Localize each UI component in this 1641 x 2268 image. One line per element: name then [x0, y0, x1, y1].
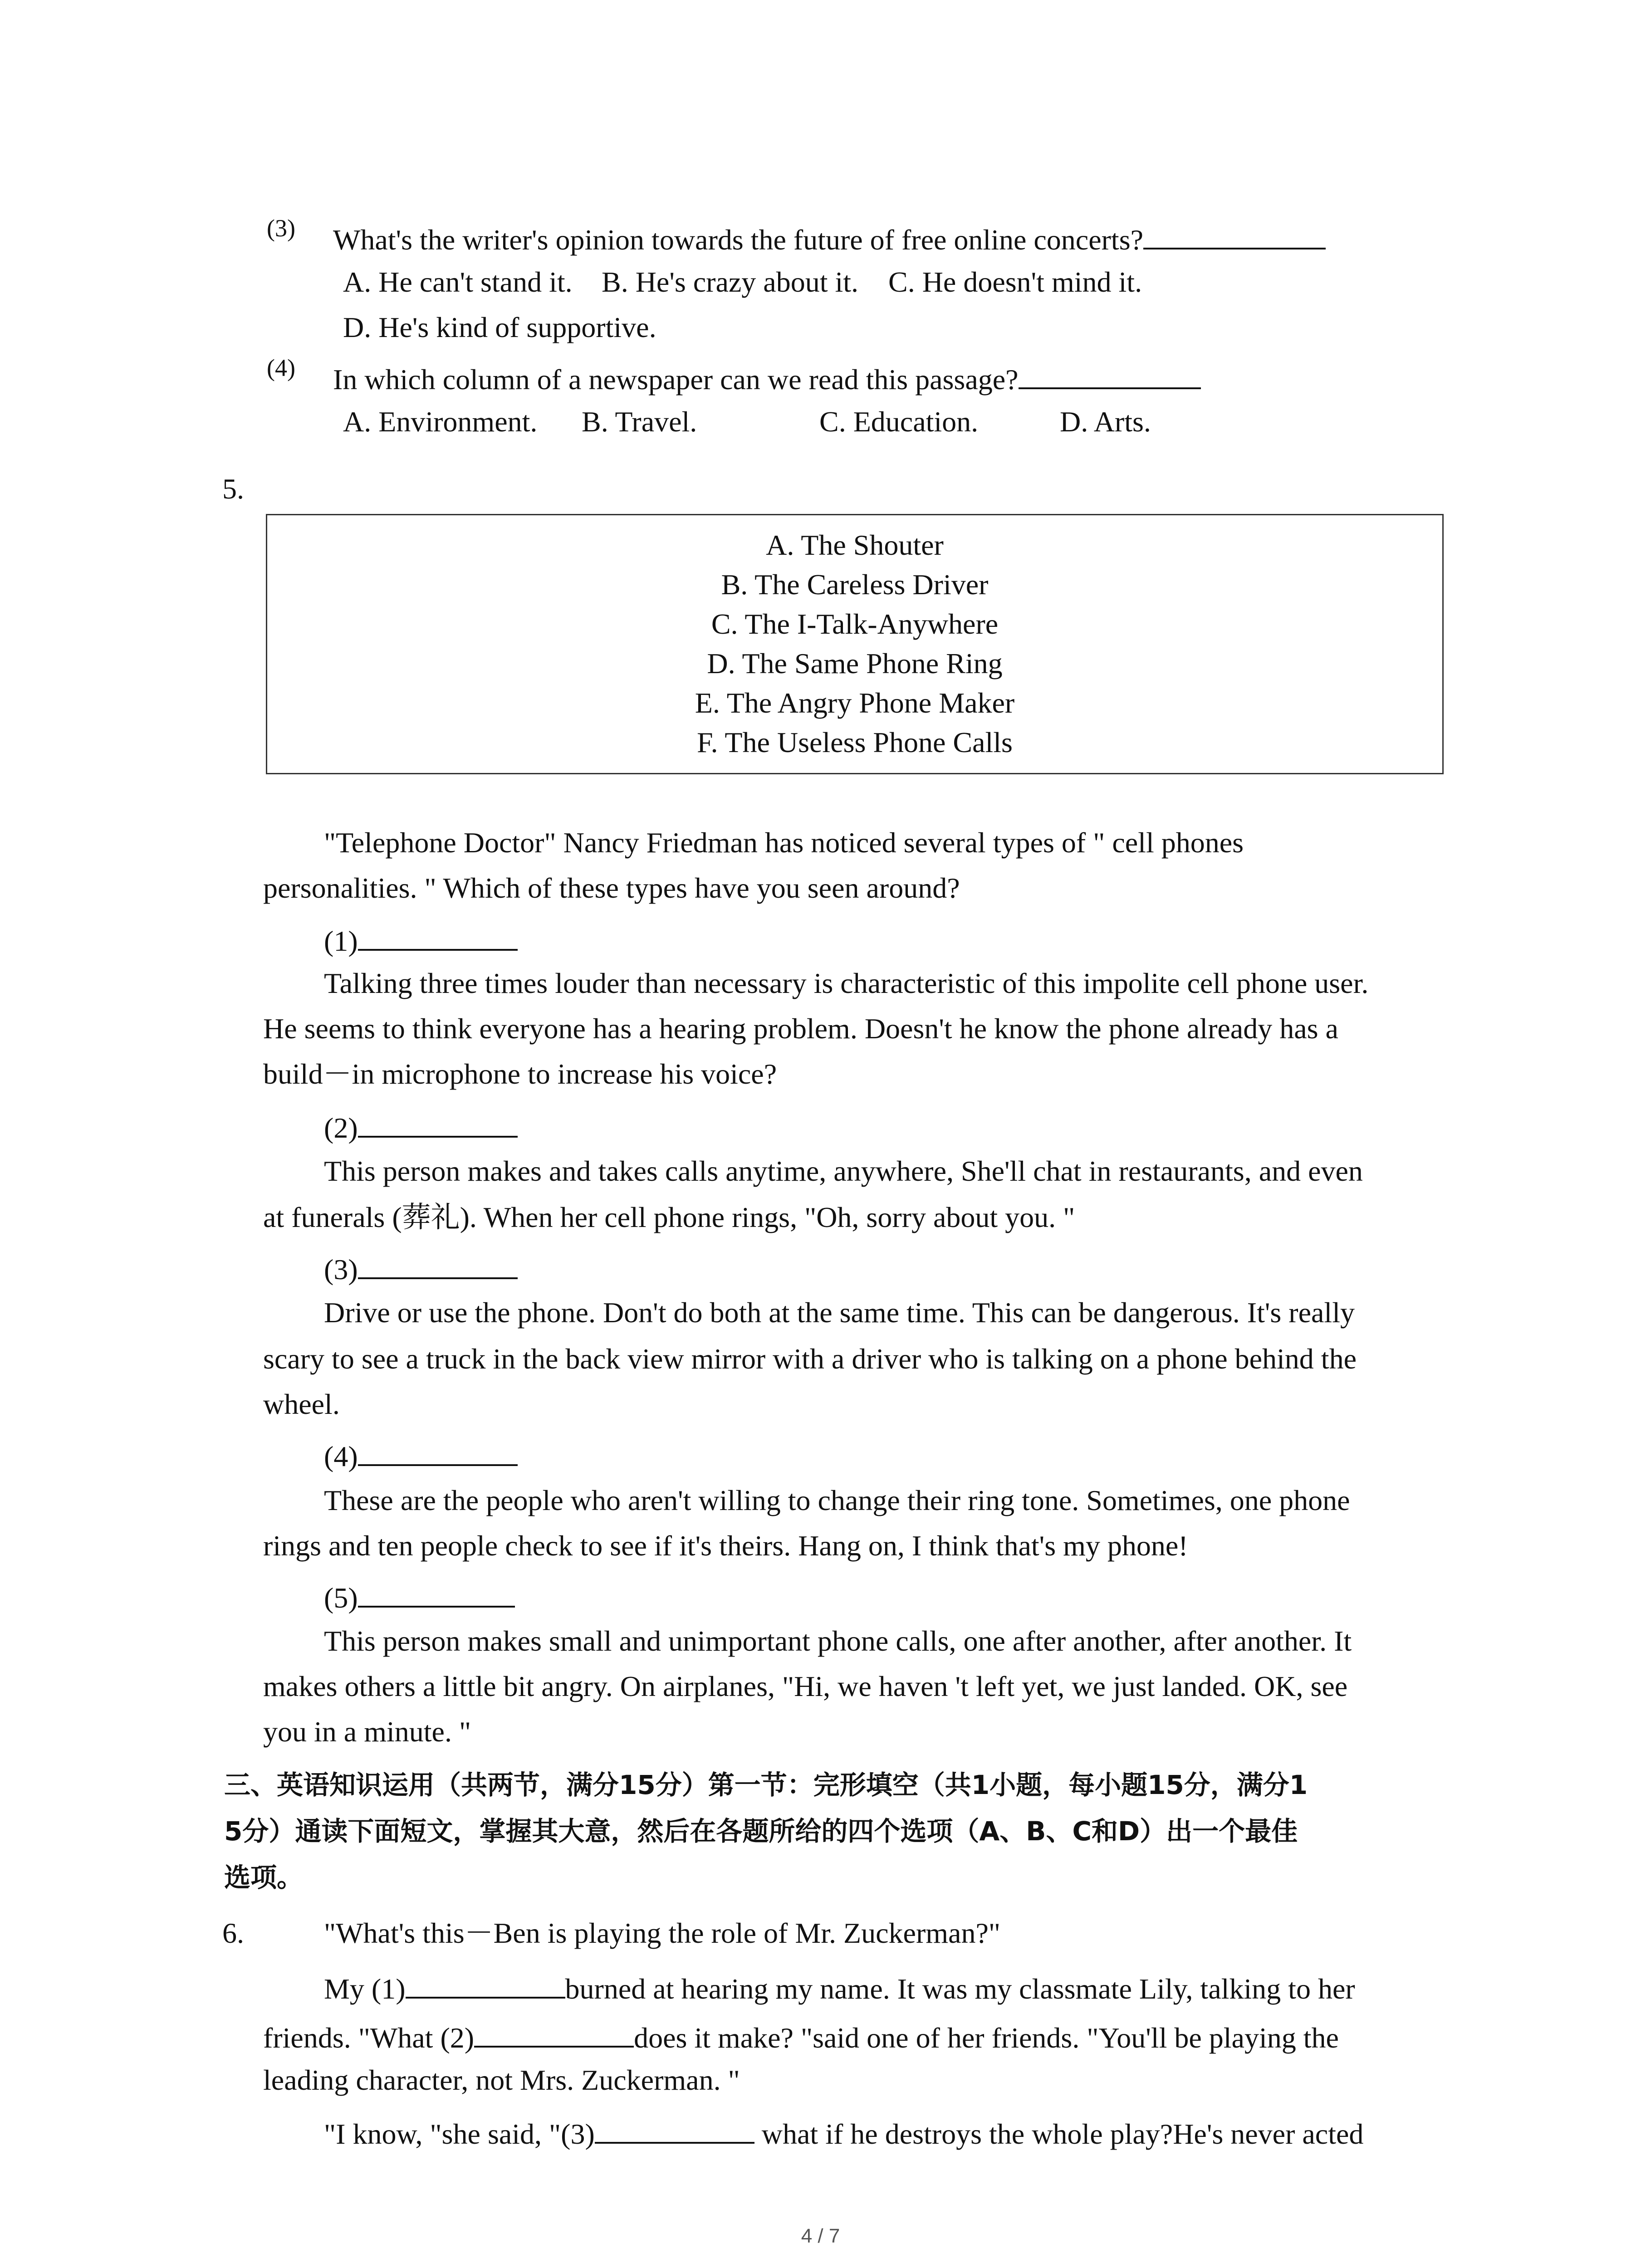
paragraph-line: makes others a little bit angry. On airplanes, "Hi, we haven 't left yet, we just landed. OK, see [263, 1670, 1348, 1702]
paragraph-line: "Telephone Doctor" Nancy Friedman has noticed several types of " cell phones [324, 826, 1244, 859]
paragraph-line: leading character, not Mrs. Zuckerman. " [263, 2064, 740, 2096]
paragraph-line: personalities. " Which of these types have you seen around? [263, 872, 960, 904]
box-option: F. The Useless Phone Calls [697, 726, 1013, 758]
question-number: (3) [267, 215, 295, 242]
paragraph-line: Drive or use the phone. Don't do both at the same time. This can be dangerous. It's really [324, 1296, 1355, 1329]
paragraph-line: My (1) burned at hearing my name. It was my classmate Lily, talking to her [324, 1970, 1355, 2004]
paragraph-line: This person makes and takes calls anytime, anywhere, She'll chat in restaurants, and even [324, 1155, 1363, 1187]
answer-blank[interactable] [358, 1438, 518, 1466]
paragraph-line: rings and ten people check to see if it's theirs. Hang on, I think that's my phone! [263, 1530, 1188, 1562]
paragraph-line: scary to see a truck in the back view mirror with a driver who is talking on a phone behind the [263, 1343, 1357, 1375]
paragraph-line: friends. "What (2) does it make? "said one of her friends. "You'll be playing the [263, 2019, 1339, 2053]
question-text: In which column of a newspaper can we read this passage? [333, 361, 1201, 394]
option: C. Education. [819, 406, 979, 438]
paragraph-line: These are the people who aren't willing to change their ring tone. Sometimes, one phone [324, 1484, 1350, 1516]
box-option: D. The Same Phone Ring [707, 647, 1003, 679]
option: B. Travel. [582, 406, 697, 438]
answer-blank[interactable] [358, 923, 518, 951]
answer-blank[interactable] [1143, 221, 1326, 249]
answer-blank[interactable] [358, 1579, 515, 1608]
question-number: 6. [222, 1917, 244, 1949]
box-option: C. The I-Talk-Anywhere [711, 608, 999, 640]
answer-blank[interactable] [406, 1970, 565, 1999]
question-number: (4) [267, 354, 295, 381]
item-label: (3) [324, 1251, 518, 1284]
question-number: 5. [222, 473, 244, 505]
question-text: What's the writer's opinion towards the future of free online concerts? [333, 221, 1326, 254]
item-label: (2) [324, 1110, 518, 1143]
section-heading: 三、英语知识运用（共两节，满分15分）第一节：完形填空（共1小题，每小题15分，满分1 [224, 1769, 1308, 1800]
paragraph-line: He seems to think everyone has a hearing problem. Doesn't he know the phone already has a [263, 1012, 1338, 1045]
paragraph-line: "I know, "she said, "(3) what if he destroys the whole play?He's never acted [324, 2116, 1363, 2149]
box-option: A. The Shouter [766, 529, 944, 561]
paragraph-line: you in a minute. " [263, 1716, 471, 1748]
answer-blank[interactable] [358, 1251, 518, 1279]
box-option: B. The Careless Driver [721, 568, 989, 601]
option: D. He's kind of supportive. [343, 311, 656, 343]
page-number: 4 / 7 [801, 2225, 840, 2247]
section-heading: 5分）通读下面短文，掌握其大意，然后在各题所给的四个选项（A、B、C和D）出一个最佳 [224, 1816, 1298, 1847]
answer-blank[interactable] [358, 1110, 518, 1138]
item-label: (4) [324, 1438, 518, 1471]
option: A. Environment. [343, 406, 538, 438]
box-option: E. The Angry Phone Maker [695, 687, 1015, 719]
answer-blank[interactable] [1019, 361, 1201, 389]
item-label: (5) [324, 1579, 515, 1613]
paragraph-line: "What's this－Ben is playing the role of Mr. Zuckerman?" [324, 1917, 1000, 1949]
option: D. Arts. [1060, 406, 1151, 438]
paragraph-line: at funerals (葬礼). When her cell phone rings, "Oh, sorry about you. " [263, 1201, 1075, 1233]
option: A. He can't stand it. [343, 266, 573, 298]
paragraph-line: wheel. [263, 1388, 340, 1420]
answer-blank[interactable] [595, 2116, 754, 2144]
options-box [266, 514, 1444, 774]
section-heading: 选项。 [224, 1862, 304, 1893]
item-label: (1) [324, 923, 518, 956]
option: B. He's crazy about it. [602, 266, 859, 298]
paragraph-line: build－in microphone to increase his voice? [263, 1058, 777, 1090]
paragraph-line: This person makes small and unimportant phone calls, one after another, after another. It [324, 1625, 1352, 1657]
option: C. He doesn't mind it. [888, 266, 1142, 298]
answer-blank[interactable] [474, 2019, 634, 2048]
paragraph-line: Talking three times louder than necessary is characteristic of this impolite cell phone user. [324, 967, 1369, 999]
